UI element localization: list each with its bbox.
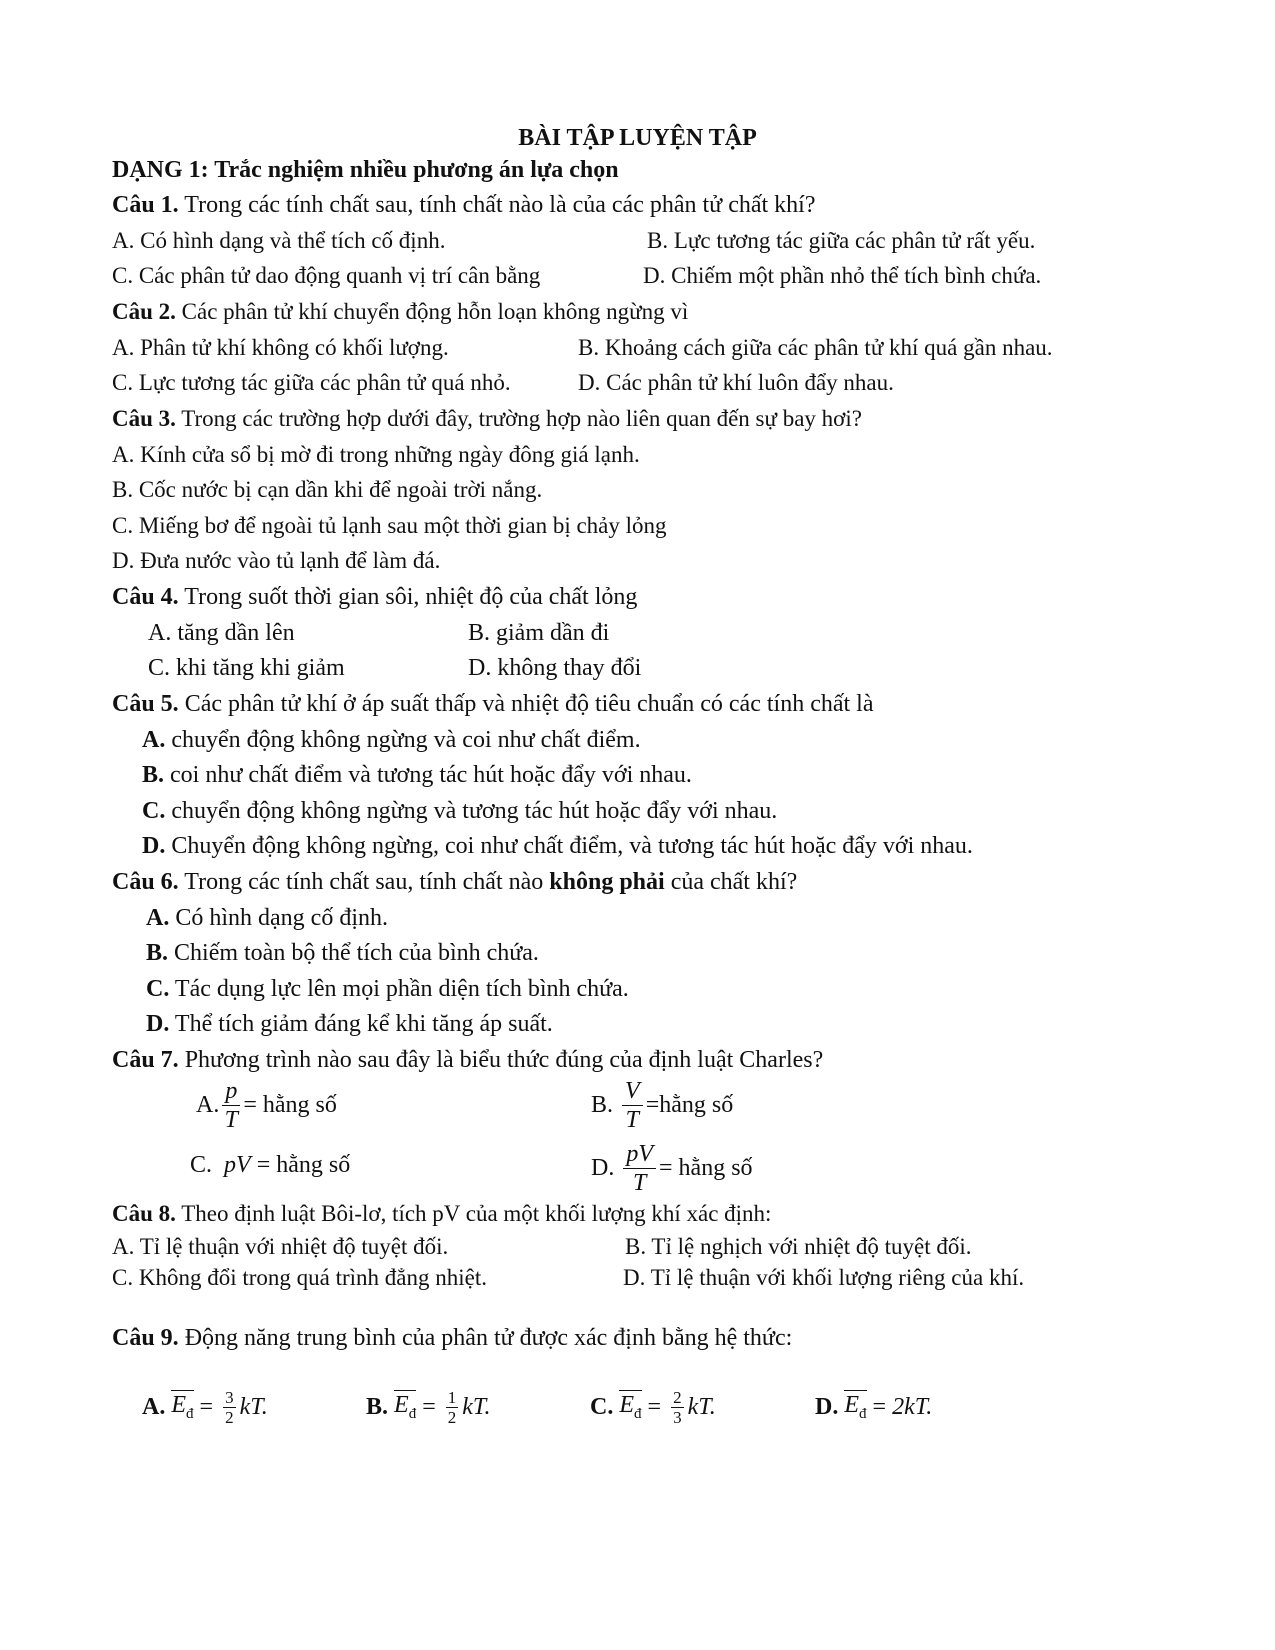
q3-option-c: C. Miếng bơ để ngoài tủ lạnh sau một thời gian bị chảy lỏng bbox=[112, 513, 667, 538]
q2-option-c: C. Lực tương tác giữa các phân tử quá nhỏ. bbox=[112, 370, 511, 395]
question-label: Câu 3. bbox=[112, 406, 176, 431]
question-label: Câu 2. bbox=[112, 299, 176, 324]
fraction: $\frac{p}{T}$ bbox=[222, 1079, 240, 1132]
question-1 bbox=[112, 190, 815, 220]
question-4 bbox=[112, 582, 637, 612]
q7-option-c: C. pV = hằng số bbox=[190, 1151, 351, 1178]
question-label: Câu 5. bbox=[112, 691, 179, 717]
fraction: $\frac{3}{2}$ bbox=[225, 1387, 234, 1427]
mean-energy-symbol: $E_đ$ bbox=[844, 1391, 867, 1422]
q7-option-d: D. $\frac{pV}{T}$ = hằng số bbox=[591, 1140, 753, 1196]
q2-option-b: B. Khoảng cách giữa các phân tử khí quá gần nhau. bbox=[578, 335, 1053, 360]
question-label: Câu 1. bbox=[112, 192, 179, 218]
fraction: $\frac{pV}{T}$ bbox=[623, 1142, 656, 1195]
section-heading: DẠNG 1: Trắc nghiệm nhiều phương án lựa chọn bbox=[112, 157, 619, 183]
q3-option-b: B. Cốc nước bị cạn dần khi để ngoài trời nắng. bbox=[112, 477, 543, 502]
q1-option-d: D. Chiếm một phần nhỏ thể tích bình chứa. bbox=[643, 263, 1042, 288]
q4-option-a: A. tăng dần lên bbox=[148, 620, 295, 646]
fraction: $\frac{1}{2}$ bbox=[447, 1387, 457, 1427]
emphasis-text: không phải bbox=[549, 869, 665, 895]
q6-option-b: B. Chiếm toàn bộ thể tích của bình chứa. bbox=[146, 940, 539, 966]
fraction: $\frac{2}{3}$ bbox=[673, 1387, 682, 1427]
question-text: Trong các trường hợp dưới đây, trường hợp nào liên quan đến sự bay hơi? bbox=[175, 406, 862, 431]
question-3 bbox=[112, 404, 862, 434]
question-text: Trong suốt thời gian sôi, nhiệt độ của chất lỏng bbox=[178, 584, 638, 610]
q5-option-d: D. Chuyển động không ngừng, coi như chất điểm, và tương tác hút hoặc đẩy với nhau. bbox=[142, 833, 973, 859]
fraction: $\frac{V}{T}$ bbox=[622, 1079, 643, 1132]
q3-option-a: A. Kính cửa sổ bị mờ đi trong những ngày đông giá lạnh. bbox=[112, 442, 640, 467]
mean-energy-symbol: $E_đ$ bbox=[619, 1391, 642, 1422]
question-5 bbox=[112, 689, 874, 719]
question-label: Câu 9. bbox=[112, 1325, 179, 1351]
q8-option-d: D. Tỉ lệ thuận với khối lượng riêng của khí. bbox=[623, 1265, 1025, 1290]
q9-option-a: A. $E_đ$ = $\frac{3}{2}$ kT. bbox=[142, 1387, 268, 1427]
question-2 bbox=[112, 297, 688, 327]
q5-option-b: B. coi như chất điểm và tương tác hút hoặc đẩy với nhau. bbox=[142, 762, 692, 788]
question-text: Trong các tính chất sau, tính chất nào là của các phân tử chất khí? bbox=[178, 192, 816, 218]
q1-option-c: C. Các phân tử dao động quanh vị trí cân bằng bbox=[112, 263, 541, 288]
q4-option-c: C. khi tăng khi giảm bbox=[148, 655, 345, 681]
q3-option-d: D. Đưa nước vào tủ lạnh để làm đá. bbox=[112, 548, 441, 573]
q2-option-a: A. Phân tử khí không có khối lượng. bbox=[112, 335, 449, 360]
q7-option-a: A. $\frac{p}{T}$ = hằng số bbox=[196, 1077, 337, 1133]
q1-option-b: B. Lực tương tác giữa các phân tử rất yếu. bbox=[647, 228, 1036, 253]
question-6: Câu 6. Trong các tính chất sau, tính chất nào không phải của chất khí? bbox=[112, 869, 798, 895]
question-text: Phương trình nào sau đây là biểu thức đúng của định luật Charles? bbox=[178, 1047, 824, 1073]
question-8 bbox=[112, 1199, 771, 1229]
question-label: Câu 6. bbox=[112, 869, 179, 895]
q6-option-c: C. Tác dụng lực lên mọi phần diện tích bình chứa. bbox=[146, 976, 629, 1002]
q5-option-a: A. chuyển động không ngừng và coi như chất điểm. bbox=[142, 727, 641, 753]
question-label: Câu 8. bbox=[112, 1201, 176, 1226]
mean-energy-symbol: $E_đ$ bbox=[171, 1391, 194, 1422]
question-text: Các phân tử khí ở áp suất thấp và nhiệt độ tiêu chuẩn có các tính chất là bbox=[178, 691, 874, 717]
mean-energy-symbol: $E_đ$ bbox=[394, 1391, 417, 1422]
q9-option-d: D. $E_đ$ = 2kT. bbox=[815, 1391, 933, 1422]
q8-option-c: C. Không đổi trong quá trình đẳng nhiệt. bbox=[112, 1265, 487, 1290]
q1-option-a: A. Có hình dạng và thể tích cố định. bbox=[112, 228, 446, 253]
question-label: Câu 7. bbox=[112, 1047, 179, 1073]
question-text: Động năng trung bình của phân tử được xác định bằng hệ thức: bbox=[178, 1325, 793, 1351]
question-9 bbox=[112, 1323, 792, 1353]
question-7 bbox=[112, 1045, 823, 1075]
q9-option-b: B. $E_đ$ = $\frac{1}{2}$ kT. bbox=[366, 1387, 491, 1427]
q4-option-d: D. không thay đổi bbox=[468, 655, 642, 681]
q7-option-b: B. $\frac{V}{T}$ =hằng số bbox=[591, 1077, 734, 1133]
page-title: BÀI TẬP LUYỆN TẬP bbox=[518, 125, 757, 151]
question-label: Câu 4. bbox=[112, 584, 179, 610]
q8-option-b: B. Tỉ lệ nghịch với nhiệt độ tuyệt đối. bbox=[625, 1234, 972, 1259]
q8-option-a: A. Tỉ lệ thuận với nhiệt độ tuyệt đối. bbox=[112, 1234, 449, 1259]
question-text: Các phân tử khí chuyển động hỗn loạn không ngừng vì bbox=[175, 299, 689, 324]
q6-option-a: A. Có hình dạng cố định. bbox=[146, 905, 388, 931]
q2-option-d: D. Các phân tử khí luôn đẩy nhau. bbox=[578, 370, 894, 395]
q6-option-d: D. Thể tích giảm đáng kể khi tăng áp suất. bbox=[146, 1011, 553, 1037]
q4-option-b: B. giảm dần đi bbox=[468, 620, 610, 646]
q5-option-c: C. chuyển động không ngừng và tương tác hút hoặc đẩy với nhau. bbox=[142, 798, 778, 824]
question-text: Theo định luật Bôi-lơ, tích pV của một khối lượng khí xác định: bbox=[175, 1201, 772, 1226]
q9-option-c: C. $E_đ$ = $\frac{2}{3}$ kT. bbox=[590, 1387, 716, 1427]
